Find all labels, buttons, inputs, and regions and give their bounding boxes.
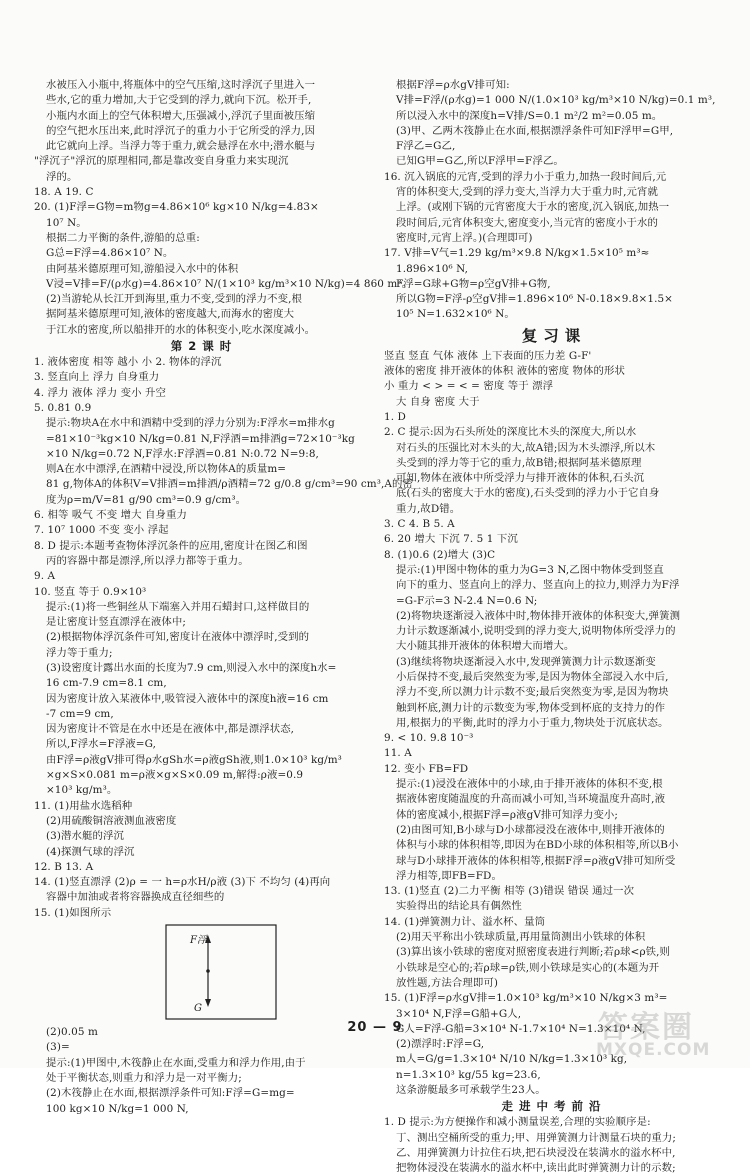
text-line: 因为密度计不管是在水中还是在液体中,都是漂浮状态, xyxy=(46,723,295,736)
text-line: 由阿基米德原理可知,游船浸入水中的体积 xyxy=(46,262,239,275)
text-line: 可知,物体在液体中所受浮力与排开液体的体积,石头沉 xyxy=(396,472,645,485)
formula-line: G人=F浮-G船=3×10⁴ N-1.7×10⁴ N=1.3×10⁴ N, xyxy=(396,1022,646,1035)
text-line: 的空气把水压出来,此时浮沉子的重力小于它所受的浮力,因 xyxy=(46,124,316,137)
watermark-top-text: 答案圈 xyxy=(598,1010,694,1045)
formula-line: =81×10⁻³kg×10 N/kg=0.81 N,F浮酒=m排酒g=72×10⁻³kg xyxy=(46,432,355,445)
review-answer-line: 小 重力 < > = < = 密度 等于 漂浮 xyxy=(384,380,554,393)
section-heading-review: 复习课 xyxy=(521,326,587,345)
text-line: (3)算出该小铁球的密度对照密度表进行判断;若ρ球<ρ铁,则 xyxy=(396,946,671,959)
section-heading-exam-frontier: 走进中考前沿 xyxy=(501,1099,607,1114)
formula-line: 所以G物=F浮-ρ空gV排=1.896×10⁶ N-0.18×9.8×1.5× xyxy=(396,293,673,306)
question-number-line: 3. 竖直向上 浮力 自身重力 xyxy=(34,371,160,384)
formula-line: 3×10⁴ N,F浮=G船+G人, xyxy=(396,1007,522,1020)
formula-line: ×g×S×0.081 m=ρ液×g×S×0.09 m,解得:ρ液=0.9 xyxy=(46,769,304,782)
question-number-line: 4. 浮力 液体 浮力 变小 升空 xyxy=(34,386,167,399)
formula-line: 所以浸入水中的深度h=V排/S=0.1 m²/2 m²=0.05 m。 xyxy=(396,109,663,122)
text-line: 则A在水中漂浮,在酒精中浸没,所以物体A的质量m= xyxy=(46,463,287,476)
question-number-line: 13. (1)竖直 (2)二力平衡 相等 (3)错误 错误 通过一次 xyxy=(384,885,635,898)
raft-outline xyxy=(166,925,276,1019)
text-line: 力计示数逐渐减小,说明受到的浮力变大,说明物体所受浮力的 xyxy=(396,625,676,638)
formula-line: F浮乙=G乙, xyxy=(396,140,456,153)
text-line: 些水,它的重力增加,大于它受到的浮力,就向下沉。松开手, xyxy=(46,94,312,107)
text-line: 是让密度计竖直漂浮在液体中; xyxy=(46,616,186,629)
buoyancy-force-label: F浮 xyxy=(190,935,208,947)
text-line: 用,根据力的平衡,此时的浮力小于重力,物块处于沉底状态。 xyxy=(396,716,669,729)
text-line: 根据二力平衡的条件,游船的总重: xyxy=(46,231,200,244)
center-point xyxy=(206,969,210,973)
section-heading-lesson2: 第2课时 xyxy=(170,339,238,354)
text-line: (3)= xyxy=(46,1041,70,1054)
text-line: (2)根据物体浮沉条件可知,密度计在液体中漂浮时,受到的 xyxy=(46,631,310,644)
text-line: 宵的体积变大,受到的浮力变大,当浮力大于重力时,元宵就 xyxy=(396,186,658,199)
question-number-line: 14. (1)弹簧测力计、溢水杯、量筒 xyxy=(384,915,546,928)
text-line: 向下的重力、竖直向上的浮力、竖直向上的拉力,则浮力为F浮 xyxy=(396,579,680,592)
question-number-line: 15. (1)F浮=ρ水gV排=1.0×10³ kg/m³×10 N/kg×3 m³= xyxy=(384,992,668,1005)
text-line: (4)探测气球的浮沉 xyxy=(46,845,135,858)
force-diagram xyxy=(34,921,374,1025)
formula-line: 100 kg×10 N/kg=1 000 N, xyxy=(46,1102,189,1115)
formula-line: 16 cm-7.9 cm=8.1 cm, xyxy=(46,677,167,690)
text-line: (2)0.05 m xyxy=(46,1026,98,1039)
formula-line: n=1.3×10³ kg/55 kg=23.6, xyxy=(396,1068,541,1081)
review-answer-line: 竖直 竖直 气体 液体 上下表面的压力差 G-F' xyxy=(384,349,592,362)
text-line: 水被压入小瓶中,将瓶体中的空气压缩,这时浮沉子里进入一 xyxy=(46,79,316,91)
formula-line: G总=F浮=4.86×10⁷ N。 xyxy=(46,247,174,260)
formula-line: m人=G/g=1.3×10⁴ N/10 N/kg=1.3×10³ kg, xyxy=(396,1053,628,1066)
text-line: 浮力等于重力; xyxy=(46,646,113,659)
review-answer-line: 大 自身 密度 大于 xyxy=(396,395,480,408)
text-line: 丙的容器中都是漂浮,所以浮力都等于重力。 xyxy=(46,554,249,567)
text-line: 于江水的密度,所以船排开的水的体积变小,吃水深度减小。 xyxy=(46,323,316,336)
formula-line: F浮=G球+G物=ρ空gV排+G物, xyxy=(396,277,551,290)
text-line: 底(石头的密度大于水的密度),石头受到的浮力小于它自身 xyxy=(396,487,660,500)
question-number-line: 1. 液体密度 相等 越小 小 2. 物体的浮沉 xyxy=(34,356,222,369)
text-line: 丁、测出空桶所受的重力;甲、用弹簧测力计测量石块的重力; xyxy=(396,1131,676,1144)
formula-line: 81 g,物体A的体积V=V排酒=m排酒/ρ酒精=72 g/0.8 g/cm³=90 cm³,A的密 xyxy=(46,478,414,491)
text-line: 球与D小球排开液体的体积相等,根据F浮=ρ液gV排可知所受 xyxy=(396,854,676,867)
gravity-force-label: G xyxy=(194,1003,203,1015)
text-line: 容器中加油或者将容器换成直径细些的 xyxy=(46,891,225,904)
formula-line: 由F浮=ρ液gV排可得ρ水gSh水=ρ液gSh液,则1.0×10³ kg/m³ xyxy=(46,753,342,766)
text-line: 小后保持不变,最后突然变为零,是因为物体全部浸入水中后, xyxy=(396,670,669,683)
text-line: 密度时,元宵上浮。)(合理即可) xyxy=(396,231,533,244)
question-number-line: 7. 10⁷ 1000 不变 变小 浮起 xyxy=(34,524,169,537)
page-number: 20 — 9 xyxy=(347,1020,403,1035)
hint-line: 提示:(1)浸没在液体中的小球,由于排开液体的体积不变,根 xyxy=(396,778,663,791)
text-line: (2)当游轮从长江开到海里,重力不变,受到的浮力不变,根 xyxy=(46,293,303,306)
gravity-arrow-head xyxy=(205,999,211,1007)
text-line: (3)潜水艇的浮沉 xyxy=(46,830,124,843)
formula-line: =G-F示=3 N-2.4 N=0.6 N; xyxy=(396,594,538,607)
question-number-line: 15. (1)如图所示 xyxy=(34,906,112,919)
text-line: 上浮。(或刚下锅的元宵密度大于水的密度,沉入锅底,加热一 xyxy=(396,201,670,214)
review-answer-line: 液体的密度 排开液体的体积 液体的密度 物体的形状 xyxy=(384,365,625,378)
watermark-logo xyxy=(590,1000,740,1062)
hint-line: 提示:(1)将一些铜丝从下端塞入并用石蜡封口,这样做目的 xyxy=(46,600,310,613)
question-number-line: 9. < 10. 9.8 10⁻³ xyxy=(384,732,474,745)
text-line: 已知G甲=G乙,所以F浮甲=F浮乙。 xyxy=(396,155,564,168)
text-line: 体积与小球的体积相等,即因为在BD小球的体积相等,所以B小 xyxy=(396,839,679,852)
text-line: 实验得出的结论具有偶然性 xyxy=(396,900,522,913)
text-line: 头受到的浮力等于它的重力,故B错;根据阿基米德原理 xyxy=(396,456,642,469)
formula-line: V排=F浮/(ρ水g)=1 000 N/(1.0×10³ kg/m³×10 N/kg)=0.1 m³, xyxy=(396,94,716,107)
text-line: (2)木筏静止在水面,根据漂浮条件可知:F浮=G=mg= xyxy=(46,1087,295,1100)
text-line: 大小随其排开液体的体积增大而增大。 xyxy=(396,640,575,653)
formula-line: ×10 N/kg=0.72 N,F浮水:F浮酒=0.81 N:0.72 N=9:8, xyxy=(46,447,319,460)
question-number-line: 16. 沉入锅底的元宵,受到的浮力小于重力,加热一段时间后,元 xyxy=(384,170,667,183)
text-line: 触到杯底,测力计的示数变为零,物体受到杯底的支持力的作 xyxy=(396,701,666,714)
text-line: 因为密度计放入某液体中,吸管浸入液体中的深度h液=16 cm xyxy=(46,692,329,705)
text-line: 体的密度减小,根据F浮=ρ液gV排可知浮力变小; xyxy=(396,808,619,821)
question-number-line: 18. A 19. C xyxy=(34,186,94,199)
text-line: 段时间后,元宵体积变大,密度变小,当元宵的密度小于水的 xyxy=(396,216,658,229)
hint-line: 提示:物块A在水中和酒精中受到的浮力分别为:F浮水=m排水g xyxy=(46,417,335,430)
text-line: 把物体浸没在装满水的溢水杯中,读出此时弹簧测力计的示数; xyxy=(396,1162,676,1175)
question-number-line: 12. B 13. A xyxy=(34,860,94,873)
question-number-line: 3. C 4. B 5. A xyxy=(384,518,455,531)
question-number-line: 12. 变小 FB=FD xyxy=(384,762,469,775)
text-line: 处于平衡状态,则重力和浮力是一对平衡力; xyxy=(46,1071,242,1084)
text-line: 小铁球是空心的;若ρ球=ρ铁,则小铁球是实心的(本题为开 xyxy=(396,961,660,974)
question-number-line: 1. D xyxy=(384,410,406,423)
question-number-line: 10. 竖直 等于 0.9×10³ xyxy=(34,585,147,598)
text-line: (2)将物块逐渐浸入液体中时,物体排开液体的体积变大,弹簧测 xyxy=(396,609,681,622)
text-line: (3)继续将物块逐渐浸入水中,发现弹簧测力计示数逐渐变 xyxy=(396,655,656,668)
watermark-bottom-text: MXQE.COM xyxy=(596,1040,711,1060)
question-number-line: 11. (1)用盐水选稻种 xyxy=(34,799,133,812)
text-line: 据液体密度随温度的升高而减小可知,当环境温度升高时,液 xyxy=(396,793,666,806)
text-line: (3)设密度计露出水面的长度为7.9 cm,则浸入水中的深度h水= xyxy=(46,661,337,674)
formula-line: ×10³ kg/m³。 xyxy=(46,784,118,797)
formula-line: 所以,F浮水=F浮液=G, xyxy=(46,738,157,751)
formula-line: -7 cm=9 cm, xyxy=(46,707,114,720)
question-number-line: 1. D 提示:为方便操作和减小测量误差,合理的实验顺序是: xyxy=(384,1116,651,1129)
question-number-line: 20. (1)F浮=G物=m物g=4.86×10⁶ kg×10 N/kg=4.83× xyxy=(34,201,319,214)
formula-line: V浸=V排=F/(ρ水g)=4.86×10⁷ N/(1×10³ kg/m³×10 N/kg)=4 860 m³。 xyxy=(46,277,413,290)
text-line: 重力,故D错。 xyxy=(396,502,461,515)
text-line: 对石头的压强比对木头的大,故A错;因为木头漂浮,所以木 xyxy=(396,441,656,454)
text-line: 此它就向上浮。当浮力等于重力,就会悬浮在水中;潜水艇与 xyxy=(46,140,316,153)
text-line: 浮的。 xyxy=(46,170,78,183)
question-number-line: 8. (1)0.6 (2)增大 (3)C xyxy=(384,548,496,561)
hint-line: 提示:(1)甲图中,木筏静止在水面,受重力和浮力作用,由于 xyxy=(46,1056,306,1069)
text-line: 浮力不变,所以测力计示数不变;最后突然变为零,是因为物块 xyxy=(396,686,669,699)
text-line: 放性题,方法合理即可) xyxy=(396,976,498,989)
text-line: 小瓶内水面上的空气体积增大,压强减小,浮沉子里面被压缩 xyxy=(46,109,316,122)
text-line: 据阿基米德原理可知,液体的密度越大,而海水的密度大 xyxy=(46,308,295,321)
text-line: 根据F浮=ρ水gV排可知: xyxy=(396,79,510,91)
formula-line: 1.896×10⁶ N, xyxy=(396,262,469,275)
text-line: (3)甲、乙两木筏静止在水面,根据漂浮条件可知F浮甲=G甲, xyxy=(396,124,674,137)
question-number-line: 11. A xyxy=(384,747,412,760)
question-number-line: 6. 20 增大 下沉 7. 5 1 下沉 xyxy=(384,533,518,546)
question-number-line: 5. 0.81 0.9 xyxy=(34,401,92,414)
text-line: 乙、用弹簧测力计拉住石块,把石块浸没在装满水的溢水杯中, xyxy=(396,1146,676,1159)
question-number-line: 14. (1)竖直漂浮 (2)ρ = 一 h=ρ水H/ρ液 (3)下 不均匀 (4)再向 xyxy=(34,876,331,889)
text-line: 这条游艇最多可承载学生23人。 xyxy=(396,1084,546,1096)
formula-line: 浮力相等,即FB=FD。 xyxy=(396,869,502,882)
question-number-line: 6. 相等 吸气 不变 增大 自身重力 xyxy=(34,509,188,522)
text-line: "浮沉子"浮沉的原理相同,都是靠改变自身重力来实现沉 xyxy=(34,155,289,168)
question-number-line: 2. C 提示:因为石头所处的深度比木头的深度大,所以水 xyxy=(384,426,637,439)
question-number-line: 17. V排=V气=1.29 kg/m³×9.8 N/kg×1.5×10⁵ m³≈ xyxy=(384,247,650,260)
text-line: (2)由图可知,B小球与D小球都浸没在液体中,则排开液体的 xyxy=(396,823,665,836)
hint-line: 提示:(1)甲图中物体的重力为G=3 N,乙图中物体受到竖直 xyxy=(396,563,664,576)
question-number-line: 9. A xyxy=(34,570,56,583)
text-line: 10⁷ N。 xyxy=(46,216,87,229)
text-line: (2)用天平称出小铁球质量,再用量筒测出小铁球的体积 xyxy=(396,931,646,944)
formula-line: 度为ρ=m/V=81 g/90 cm³=0.9 g/cm³。 xyxy=(46,493,247,506)
formula-line: 10⁵ N=1.632×10⁶ N。 xyxy=(396,308,515,321)
question-number-line: 8. D 提示:本题考查物体浮沉条件的应用,密度计在图乙和图 xyxy=(34,539,308,552)
formula-line: (2)漂浮时:F浮=G, xyxy=(396,1038,485,1051)
text-line: (2)用硫酸铜溶液测血液密度 xyxy=(46,814,177,827)
